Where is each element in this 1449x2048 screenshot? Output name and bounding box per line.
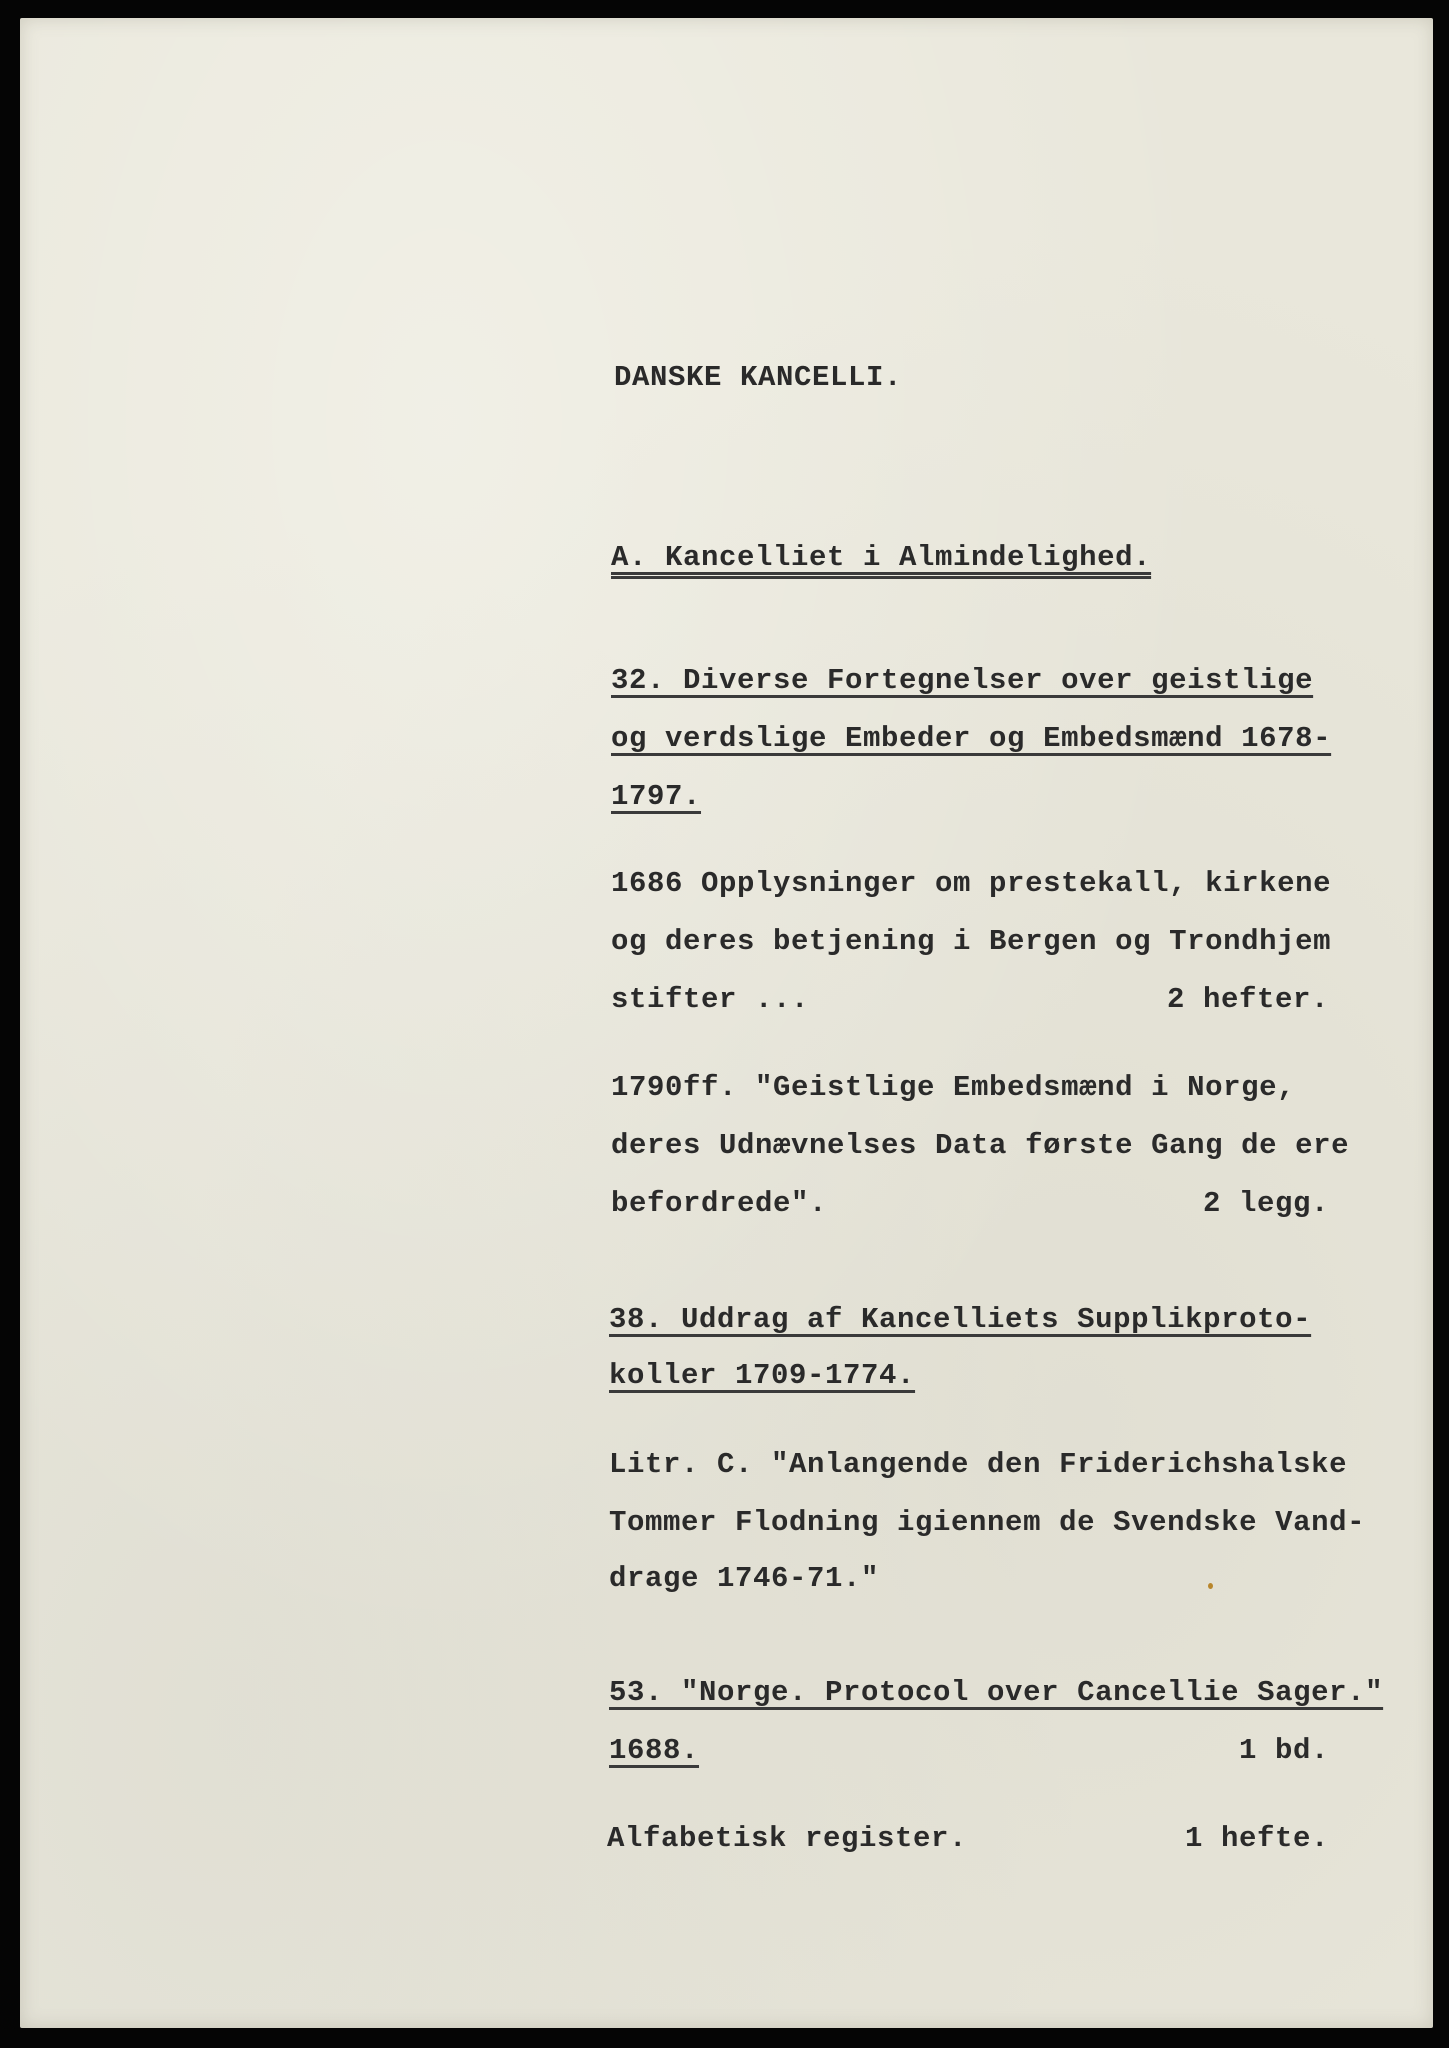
entry-53-item-1-count: 1 hefte. xyxy=(1184,1822,1329,1855)
entry-32-item-1-line-2: og deres betjening i Bergen og Trondhjem xyxy=(611,925,1332,958)
entry-38-heading-line-2: koller 1709-1774. xyxy=(609,1359,916,1392)
entry-32-heading-line-3: 1797. xyxy=(611,780,702,813)
entry-32-item-1-line-3: stifter ... xyxy=(611,983,810,1016)
entry-32-item-2-line-3: befordrede". xyxy=(611,1187,828,1220)
document-title: DANSKE KANCELLI. xyxy=(614,361,903,394)
section-heading: A. Kancelliet i Almindelighed. xyxy=(611,541,1152,574)
entry-38-heading-line-1: 38. Uddrag af Kancelliets Supplikproto- xyxy=(609,1303,1312,1336)
entry-53-count: 1 bd. xyxy=(1238,1734,1329,1767)
entry-32-item-1-line-1: 1686 Opplysninger om prestekall, kirkene xyxy=(611,867,1332,900)
entry-53-heading-line-1: 53. "Norge. Protocol over Cancellie Sager." xyxy=(609,1676,1384,1709)
entry-32-heading-line-2: og verdslige Embeder og Embedsmænd 1678- xyxy=(611,722,1332,755)
entry-38-item-1-line-2: Tommer Flodning igiennem de Svendske Vand- xyxy=(609,1506,1366,1539)
entry-32-heading-line-1: 32. Diverse Fortegnelser over geistlige xyxy=(611,664,1314,697)
entry-38-item-1-line-3: drage 1746-71." xyxy=(609,1562,880,1595)
entry-32-item-2-line-2: deres Udnævnelses Data første Gang de ere xyxy=(611,1129,1350,1162)
entry-32-item-2-line-1: 1790ff. "Geistlige Embedsmænd i Norge, xyxy=(611,1071,1296,1104)
entry-32-item-2-count: 2 legg. xyxy=(1202,1187,1329,1220)
entry-32-item-1-count: 2 hefter. xyxy=(1166,983,1329,1016)
entry-38-item-1-line-1: Litr. C. "Anlangende den Friderichshalske xyxy=(609,1448,1348,1481)
entry-53-item-1-line-1: Alfabetisk register. xyxy=(607,1822,968,1855)
entry-53-heading-line-2: 1688. xyxy=(609,1734,700,1767)
paper-speck xyxy=(1208,1583,1213,1589)
typewritten-page xyxy=(20,18,1433,2028)
